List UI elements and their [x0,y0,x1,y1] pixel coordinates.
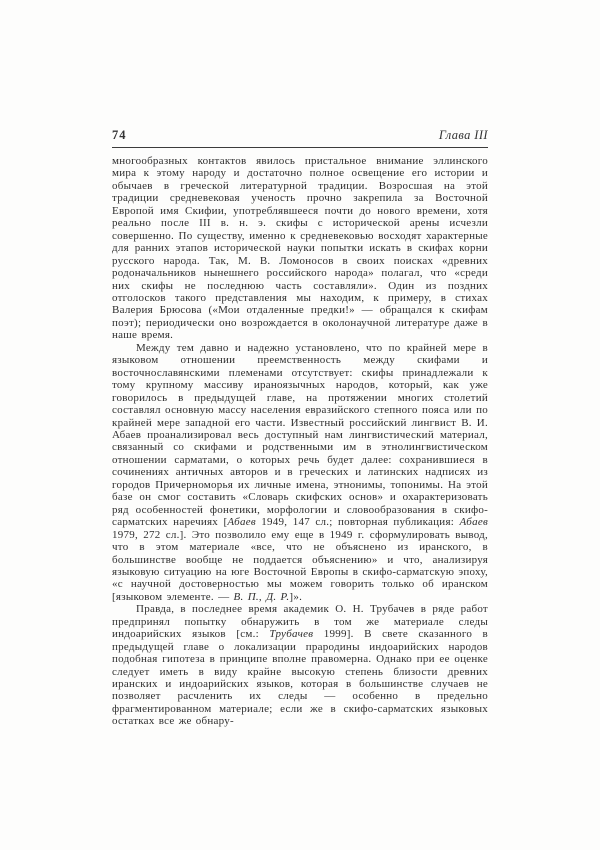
header-rule [112,147,488,148]
citation-author-abaev: Абаев [227,516,256,529]
paragraph-3-text-end: 1999]. В свете сказанного в предыдущей главе о локализации прародины индоарийских народов подобная гипотеза в принципе вполне правомерна. Однако при ее оценке следует иметь в виду крайне высокую степень близости древних иранских и индоарийских языков, которая в большинстве случаев не позволяет расчленить их следы — особенно в предельно фрагментированном материале; если же в скифо-сарматских языковых остатках все же обнару- [112,628,488,728]
page-header [112,128,488,142]
paragraph-3-text: Правда, в последнее время академик О. Н. Трубачев в ряде работ предпринял попытку обнаружить в том же материале следы индоарийских языков [см.: [112,603,488,641]
paragraph-1 [112,155,488,342]
page-number: 74 [112,128,127,142]
citation-details: 1949, 147 сл.; повторная публикация: [255,516,460,529]
citation-author-abaev-2: Абаев [459,516,488,529]
paragraph-2-text-end: ]». [289,590,303,603]
paragraph-2 [112,342,488,604]
paragraph-2-text-cont: 1979, 272 сл.]. Это позволило ему еще в 1949 г. сформулировать вывод, что в этом материале «все, что не объяснено из иранского, в большинстве вообще не поддается объяснению» и что, анализируя языковую ситуацию на юге Восточной Европы в скифо-сарматскую эпоху, «с научной достоверностью мы можем говорить только об иранском [языковом элементе. — [112,528,488,603]
paragraph-1-text: многообразных контактов явилось пристальное внимание эллинского мира к этому народу и достаточно полное освещение его истории и обычаев в греческой литературной традиции. Возросшая на этой традиции средневековая ученость прочно закрепила за Восточной Европой имя Скифии, употреблявшееся почти до нового времени, хотя реально после III в. н. э. скифы с исторической арены исчезли совершенно. По существу, именно к средневековью восходят характерные для ранних этапов исторической науки попытки искать в скифах корни русского народа. Так, М. В. Ломоносов в своих поисках «древних родоначальников нынешнего российского народа» полагал, что «среди них скифы не последнюю часть составляли». Один из поздних отголосков такого представления мы находим, к примеру, в стихах Валерия Брюсова («Мои отдаленные предки!» — обращался к скифам поэт); периодически оно возрождается в околонаучной литературе даже в наше время. [112,155,488,342]
paragraph-3 [112,603,488,728]
page-body [112,155,488,728]
citation-author-trubachev: Трубачев [269,628,314,641]
chapter-title: Глава III [438,128,488,142]
paragraph-2-text: Между тем давно и надежно установлено, что по крайней мере в языковом отношении преемственность между скифами и восточнославянскими племенами отсутствует: скифы принадлежали к тому крупному массиву ираноязычных народов, который, как уже говорилось в предыдущей главе, на протяжении многих столетий составлял основную массу населения евразийского степного пояса или по крайней мере западной его части. Известный российский лингвист В. И. Абаев проанализировал весь доступный нам лингвистический материал, связанный со скифами и родственными им в этнолингвистическом отношении сарматами, о которых речь будет далее: сохранившиеся в сочинениях античных авторов и в греческих и латинских надписях из городов Причерноморья их личные имена, этнонимы, топонимы. На этой базе он смог составить «Словарь скифских основ» и охарактеризовать ряд особенностей фонетики, морфологии и словообразования в скифо-сарматских наречиях [ [112,341,488,529]
editors-initials: В. П., Д. Р. [233,590,290,603]
